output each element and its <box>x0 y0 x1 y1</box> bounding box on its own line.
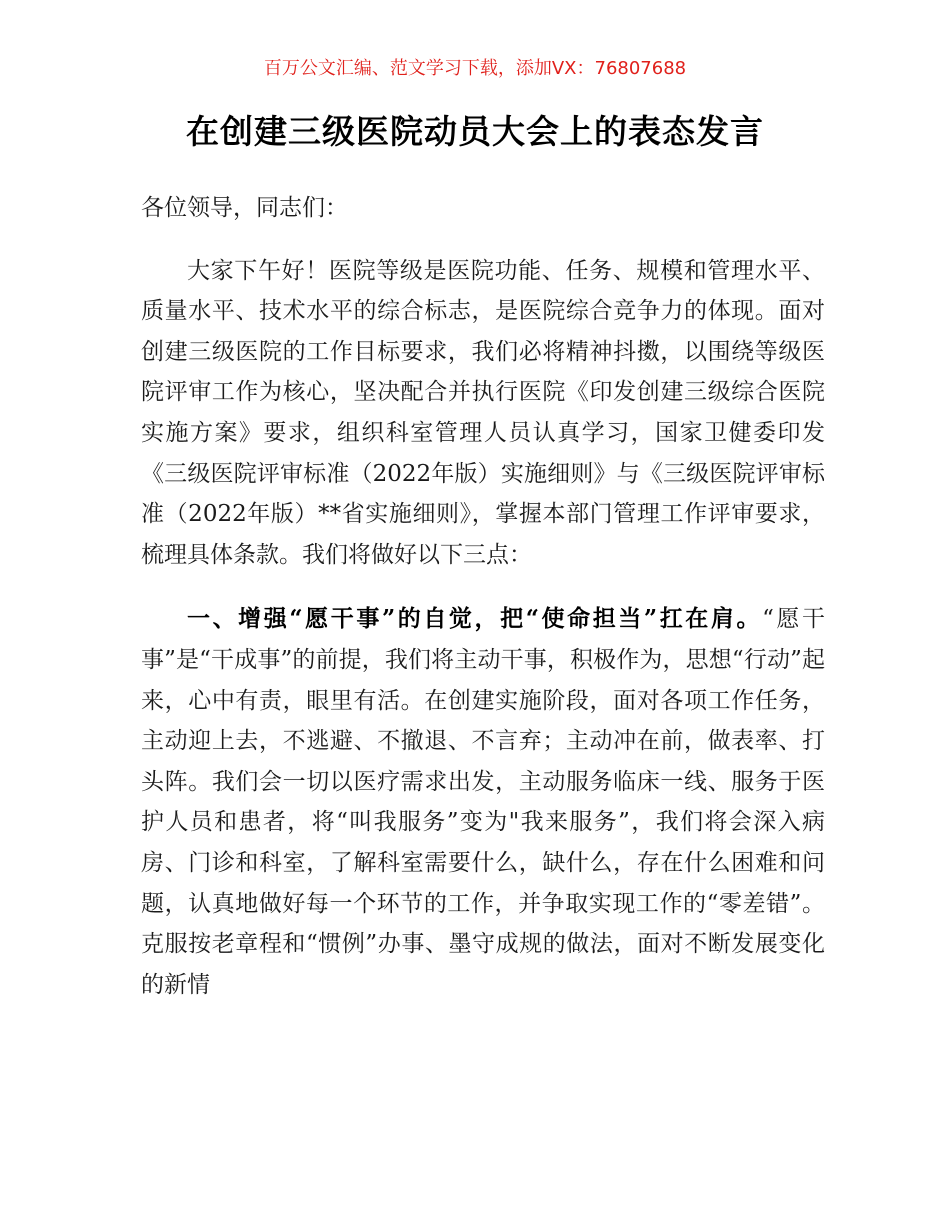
promo-banner: 百万公文汇编、范文学习下载，添加VX：76807688 <box>263 58 687 79</box>
section-1-body: “愿干事”是“干成事”的前提，我们将主动干事，积极作为，思想“行动”起来，心中有责，眼里有活。在创建实施阶段，面对各项工作任务，主动迎上去，不逃避、不撤退、不言弃；主动冲在前，做表率、打头阵。我们会一切以医疗需求出发，主动服务临床一线、服务于医护人员和患者，将“叫我服务”变为"我来服务”，我们将会深入病房、门诊和科室，了解科室需要什么，缺什么，存在什么困难和问题，认真地做好每一个环节的工作，并争取实现工作的“零差错”。克服按老章程和“惯例”办事、墨守成规的做法，面对不断发展变化的新情 <box>141 606 825 998</box>
document-body <box>141 188 825 1005</box>
section-1-paragraph <box>141 599 825 1005</box>
document-title: 在创建三级医院动员大会上的表态发言 <box>186 112 764 151</box>
salutation: 各位领导，同志们： <box>141 195 348 221</box>
intro-paragraph: 大家下午好！医院等级是医院功能、任务、规模和管理水平、质量水平、技术水平的综合标志，是医院综合竞争力的体现。面对创建三级医院的工作目标要求，我们必将精神抖擞，以围绕等级医院评审工作为核心，坚决配合并执行医院《印发创建三级综合医院实施方案》要求，组织科室管理人员认真学习，国家卫健委印发《三级医院评审标准（2022年版）实施细则》与《三级医院评审标准（2022年版）**省实施细则》，掌握本部门管理工作评审要求，梳理具体条款。我们将做好以下三点： <box>141 257 825 568</box>
section-1-heading: 一、增强“愿干事”的自觉，把“使命担当”扛在肩。 <box>187 605 763 633</box>
